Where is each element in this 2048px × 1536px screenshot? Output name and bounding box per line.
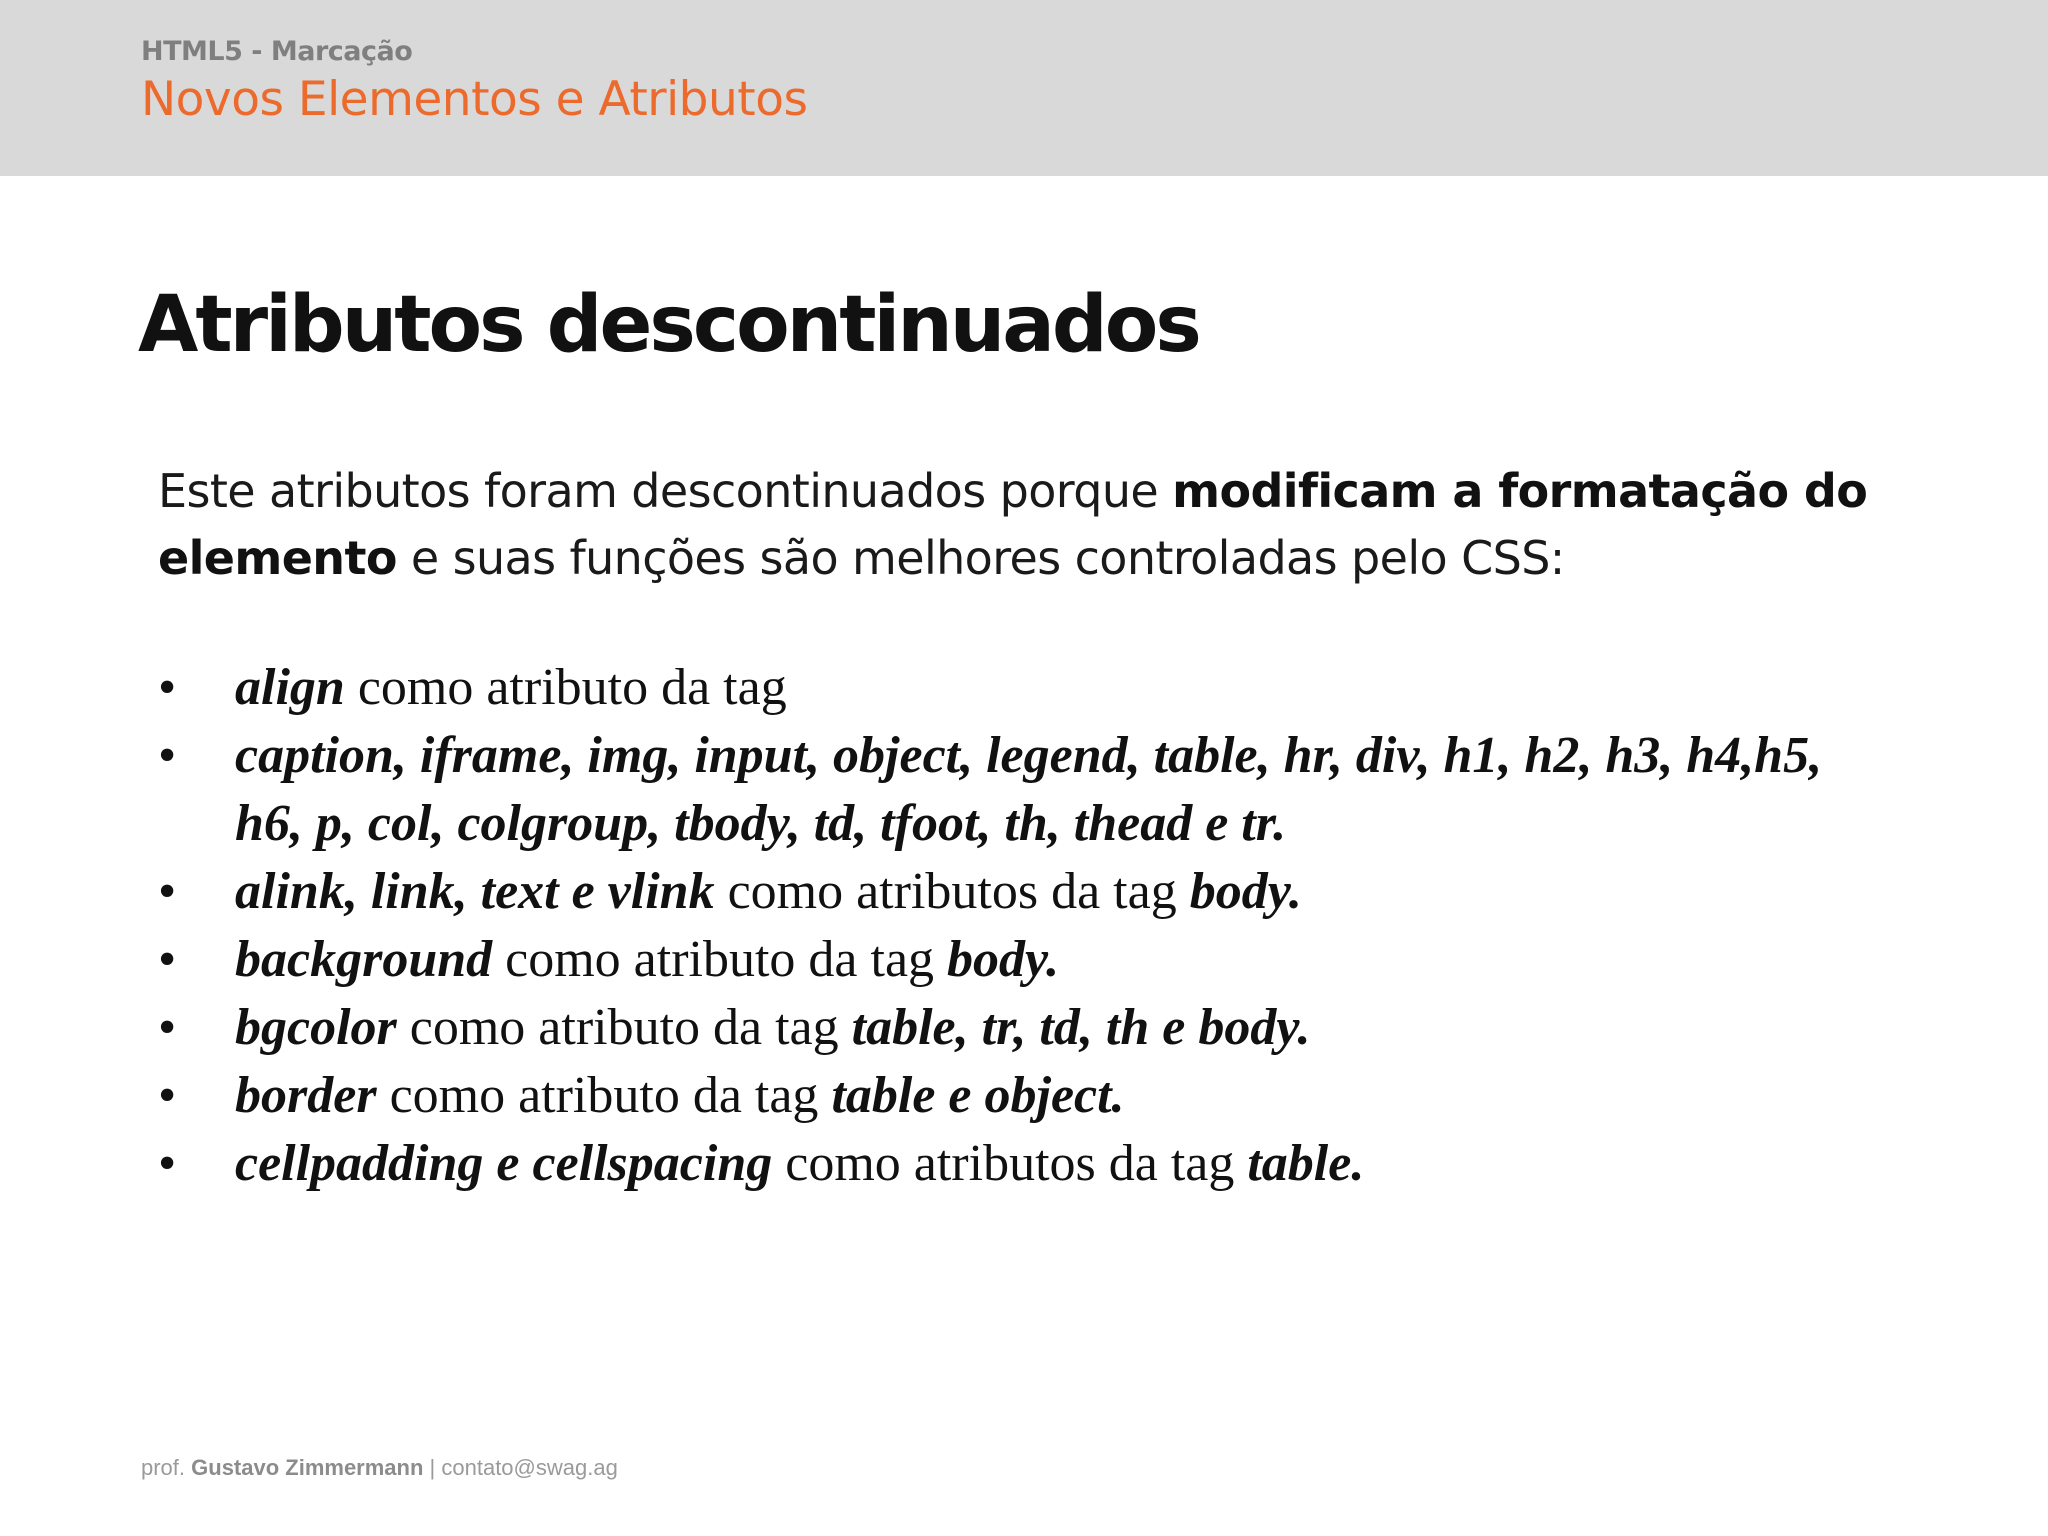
bullet-text: como atributo da tag — [492, 931, 948, 988]
intro-text-2: e suas funções são melhores controladas pelo CSS: — [396, 531, 1565, 585]
footer-credit — [141, 1455, 618, 1481]
list-item — [158, 858, 1898, 926]
list-item — [158, 1130, 1898, 1198]
header-subtitle: HTML5 - Marcação — [141, 36, 413, 67]
list-item — [158, 926, 1898, 994]
bullet-text: como atributo da tag — [376, 1067, 832, 1124]
bullet-keyword: cellpadding e cellspacing — [235, 1135, 773, 1192]
bullet-keyword: caption, iframe, img, input, object, legend, table, hr, div, h1, h2, h3, h4,h5, h6, p, col, colgroup, tbody, td, tfoot, th, thead e tr. — [235, 727, 1823, 852]
footer-author: Gustavo Zimmermann — [191, 1455, 424, 1480]
bullet-list — [158, 654, 1898, 1198]
bullet-keyword: align — [235, 659, 345, 716]
bullet-tag: table e object. — [831, 1067, 1125, 1124]
bullet-icon: • — [158, 999, 177, 1056]
intro-bold-1: modificam a formatação do — [1172, 464, 1868, 518]
list-item — [158, 994, 1898, 1062]
intro-paragraph — [158, 458, 1898, 592]
bullet-tag: body. — [1189, 863, 1302, 920]
bullet-icon: • — [158, 863, 177, 920]
bullet-keyword: border — [235, 1067, 377, 1124]
intro-bold-2: elemento — [158, 531, 397, 585]
bullet-icon: • — [158, 727, 177, 784]
bullet-text: como atributos da tag — [714, 863, 1190, 920]
bullet-keyword: background — [235, 931, 493, 988]
bullet-icon: • — [158, 659, 177, 716]
footer-prefix: prof. — [141, 1455, 192, 1480]
bullet-tag: table, tr, td, th e body. — [851, 999, 1311, 1056]
list-item — [158, 1062, 1898, 1130]
list-item — [158, 722, 1898, 858]
bullet-tag: table. — [1247, 1135, 1365, 1192]
bullet-tag: body. — [947, 931, 1060, 988]
bullet-icon: • — [158, 1067, 177, 1124]
bullet-keyword: alink, link, text e vlink — [235, 863, 715, 920]
bullet-icon: • — [158, 931, 177, 988]
bullet-text: como atributos da tag — [772, 1135, 1248, 1192]
intro-text-1: Este atributos foram descontinuados porque — [158, 464, 1173, 518]
header-title: Novos Elementos e Atributos — [141, 72, 808, 127]
bullet-text: como atributo da tag — [396, 999, 852, 1056]
footer-separator: | — [423, 1455, 442, 1480]
slide-title: Atributos descontinuados — [138, 280, 1199, 370]
list-item — [158, 654, 1898, 722]
bullet-keyword: bgcolor — [235, 999, 397, 1056]
footer-email: contato@swag.ag — [441, 1455, 618, 1480]
bullet-icon: • — [158, 1135, 177, 1192]
bullet-text: como atributo da tag — [344, 659, 787, 716]
slide-header — [0, 0, 2048, 176]
